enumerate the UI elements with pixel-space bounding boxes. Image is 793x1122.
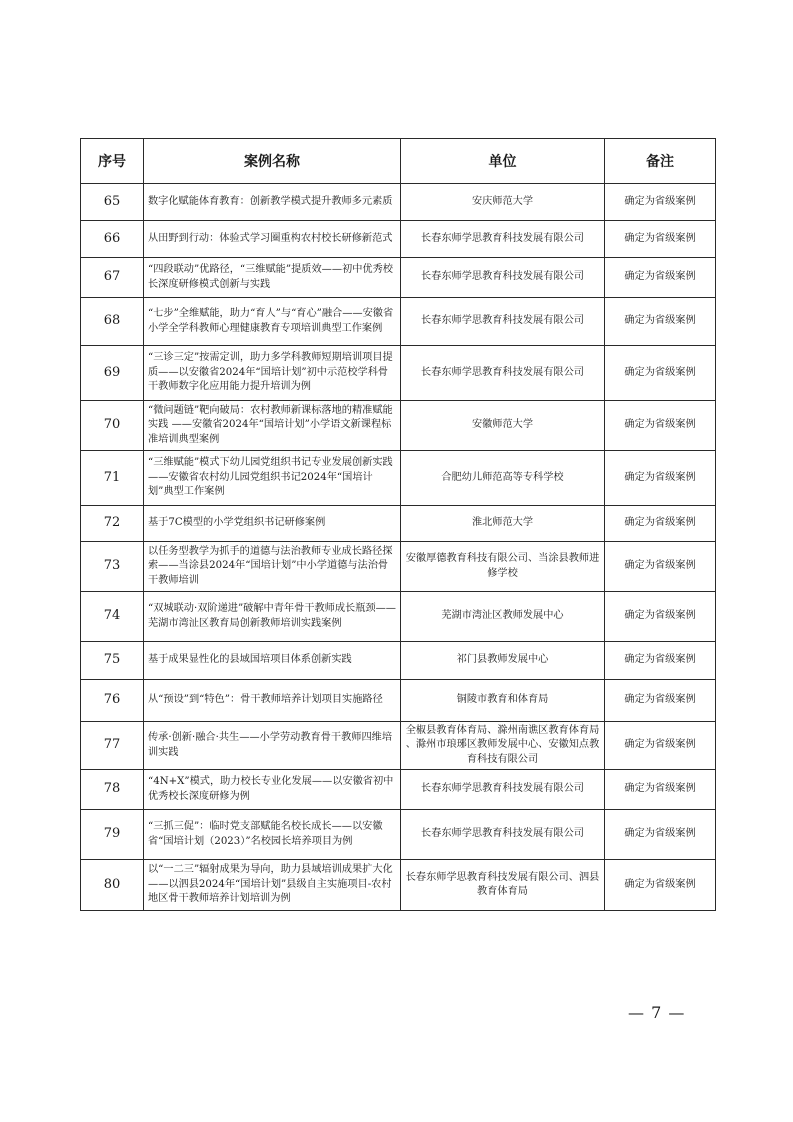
cell-num: 76 bbox=[81, 680, 144, 722]
table-row bbox=[81, 722, 716, 770]
cell-note: 确定为省级案例 bbox=[605, 722, 716, 770]
cell-num: 78 bbox=[81, 770, 144, 810]
cell-note: 确定为省级案例 bbox=[605, 221, 716, 258]
cell-name: “微问题链”靶向破局：农村教师新课标落地的精准赋能实践 ——安徽省2024年“国培计划”小学语文新课程标准培训典型案例 bbox=[144, 401, 401, 451]
cell-note: 确定为省级案例 bbox=[605, 451, 716, 506]
cell-name: “三抓三促”：临时党支部赋能名校长成长——以安徽省“国培计划（2023）”名校园长培养项目为例 bbox=[144, 810, 401, 860]
cell-note: 确定为省级案例 bbox=[605, 542, 716, 592]
cell-note: 确定为省级案例 bbox=[605, 258, 716, 298]
cell-num: 67 bbox=[81, 258, 144, 298]
table-row bbox=[81, 680, 716, 722]
cell-note: 确定为省级案例 bbox=[605, 810, 716, 860]
cell-note: 确定为省级案例 bbox=[605, 184, 716, 221]
cell-name: 从田野到行动：体验式学习圈重构农村校长研修新范式 bbox=[144, 221, 401, 258]
cell-note: 确定为省级案例 bbox=[605, 592, 716, 642]
table-row bbox=[81, 258, 716, 298]
cell-unit: 安徽厚德教育科技有限公司、当涂县教师进修学校 bbox=[401, 542, 605, 592]
cell-unit: 长春东师学思教育科技发展有限公司 bbox=[401, 258, 605, 298]
cell-unit: 长春东师学思教育科技发展有限公司、泗县教育体育局 bbox=[401, 860, 605, 911]
table-row bbox=[81, 810, 716, 860]
cell-unit: 长春东师学思教育科技发展有限公司 bbox=[401, 298, 605, 346]
cell-note: 确定为省级案例 bbox=[605, 642, 716, 680]
cell-name: “三诊三定”按需定训，助力多学科教师短期培训项目提质——以安徽省2024年“国培计划”初中示范校学科骨干教师数字化应用能力提升培训为例 bbox=[144, 346, 401, 401]
table-row bbox=[81, 298, 716, 346]
table-row bbox=[81, 401, 716, 451]
cell-num: 69 bbox=[81, 346, 144, 401]
header-num: 序号 bbox=[81, 139, 144, 184]
cell-note: 确定为省级案例 bbox=[605, 346, 716, 401]
table-row bbox=[81, 642, 716, 680]
cell-name: “四段联动”优路径，“三维赋能”提质效——初中优秀校长深度研修模式创新与实践 bbox=[144, 258, 401, 298]
table-row bbox=[81, 860, 716, 911]
cell-num: 71 bbox=[81, 451, 144, 506]
table-body bbox=[81, 184, 716, 911]
header-name: 案例名称 bbox=[144, 139, 401, 184]
table-row bbox=[81, 221, 716, 258]
cell-unit: 长春东师学思教育科技发展有限公司 bbox=[401, 810, 605, 860]
table-row bbox=[81, 346, 716, 401]
cell-name: 传承·创新·融合·共生——小学劳动教育骨干教师四维培训实践 bbox=[144, 722, 401, 770]
table-header-row bbox=[81, 139, 716, 184]
header-note: 备注 bbox=[605, 139, 716, 184]
cell-unit: 安庆师范大学 bbox=[401, 184, 605, 221]
table-row bbox=[81, 451, 716, 506]
cell-note: 确定为省级案例 bbox=[605, 506, 716, 542]
cell-num: 72 bbox=[81, 506, 144, 542]
cell-unit: 长春东师学思教育科技发展有限公司 bbox=[401, 770, 605, 810]
table-row bbox=[81, 506, 716, 542]
cell-unit: 长春东师学思教育科技发展有限公司 bbox=[401, 221, 605, 258]
cell-name: 基于7C模型的小学党组织书记研修案例 bbox=[144, 506, 401, 542]
table-row bbox=[81, 184, 716, 221]
cell-unit: 芜湖市湾沚区教师发展中心 bbox=[401, 592, 605, 642]
case-table bbox=[80, 138, 716, 911]
cell-unit: 祁门县教师发展中心 bbox=[401, 642, 605, 680]
cell-name: 以任务型教学为抓手的道德与法治教师专业成长路径探索——当涂县2024年“国培计划”中小学道德与法治骨干教师培训 bbox=[144, 542, 401, 592]
cell-num: 66 bbox=[81, 221, 144, 258]
cell-note: 确定为省级案例 bbox=[605, 770, 716, 810]
cell-unit: 合肥幼儿师范高等专科学校 bbox=[401, 451, 605, 506]
cell-num: 70 bbox=[81, 401, 144, 451]
cell-name: “七步”全维赋能，助力“育人”与“育心”融合——安徽省小学全学科教师心理健康教育专项培训典型工作案例 bbox=[144, 298, 401, 346]
cell-name: 数字化赋能体育教育：创新教学模式提升教师多元素质 bbox=[144, 184, 401, 221]
table-row bbox=[81, 770, 716, 810]
cell-note: 确定为省级案例 bbox=[605, 401, 716, 451]
cell-note: 确定为省级案例 bbox=[605, 298, 716, 346]
cell-name: 基于成果显性化的县域国培项目体系创新实践 bbox=[144, 642, 401, 680]
header-unit: 单位 bbox=[401, 139, 605, 184]
cell-num: 74 bbox=[81, 592, 144, 642]
cell-num: 80 bbox=[81, 860, 144, 911]
page-number: — 7 — bbox=[628, 1003, 686, 1022]
cell-unit: 铜陵市教育和体育局 bbox=[401, 680, 605, 722]
cell-num: 79 bbox=[81, 810, 144, 860]
cell-unit: 长春东师学思教育科技发展有限公司 bbox=[401, 346, 605, 401]
cell-name: 从“预设”到“特色”：骨干教师培养计划项目实施路径 bbox=[144, 680, 401, 722]
cell-name: “双城联动·双阶递进”破解中青年骨干教师成长瓶颈——芜湖市湾沚区教育局创新教师培训实践案例 bbox=[144, 592, 401, 642]
cell-num: 73 bbox=[81, 542, 144, 592]
cell-name: “4N+X”模式，助力校长专业化发展——以安徽省初中优秀校长深度研修为例 bbox=[144, 770, 401, 810]
cell-num: 68 bbox=[81, 298, 144, 346]
cell-name: 以“一二三”辐射成果为导向，助力县域培训成果扩大化——以泗县2024年“国培计划”县级自主实施项目-农村地区骨干教师培养计划培训为例 bbox=[144, 860, 401, 911]
cell-num: 75 bbox=[81, 642, 144, 680]
cell-unit: 全椒县教育体育局、滁州南谯区教育体育局 、滁州市琅琊区教师发展中心、安徽知点教育科技有限公司 bbox=[401, 722, 605, 770]
cell-num: 77 bbox=[81, 722, 144, 770]
table-row bbox=[81, 592, 716, 642]
cell-note: 确定为省级案例 bbox=[605, 680, 716, 722]
table-row bbox=[81, 542, 716, 592]
cell-unit: 安徽师范大学 bbox=[401, 401, 605, 451]
cell-unit: 淮北师范大学 bbox=[401, 506, 605, 542]
cell-name: “三维赋能”模式下幼儿园党组织书记专业发展创新实践——安徽省农村幼儿园党组织书记2024年“国培计划”典型工作案例 bbox=[144, 451, 401, 506]
cell-note: 确定为省级案例 bbox=[605, 860, 716, 911]
cell-num: 65 bbox=[81, 184, 144, 221]
